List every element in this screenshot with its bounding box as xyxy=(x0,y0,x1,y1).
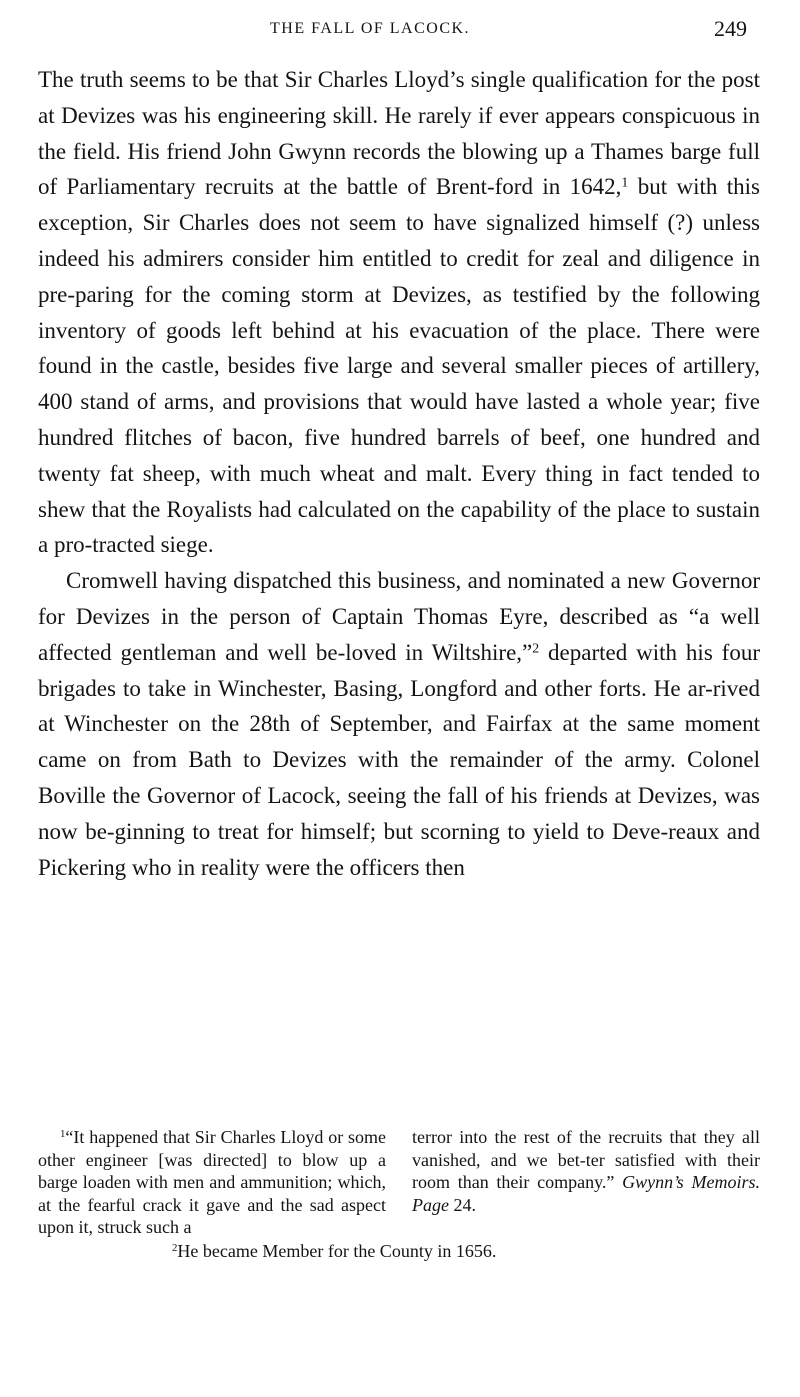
footnote-1-source: Gwynn’s Memoirs. Page xyxy=(412,1172,761,1215)
footnote-1-column-right xyxy=(412,1126,760,1239)
footnote-1-column-left xyxy=(38,1126,386,1239)
body-text xyxy=(38,62,760,885)
running-title: THE FALL OF LACOCK. xyxy=(270,20,471,37)
footnote-1 xyxy=(38,1126,760,1239)
footnote-2-mark: 2 xyxy=(172,1241,178,1254)
footnote-2-text: He became Member for the County in 1656. xyxy=(177,1240,497,1261)
paragraph-2-text-b: departed with his four brigades to take in Winchester, Basing, Longford and other forts. He ar-rived at Winchester on the 28th of September, and Fairfax at the same moment came on from Bath to Devizes with the remainder of the army. Colonel Boville the Governor of Lacock, seeing the fall of his friends at Devizes, was now be-ginning to treat for himself; but scorning to yield to Deve-reaux and Pickering who in reality were the officers then xyxy=(38,639,760,880)
page-number: 249 xyxy=(714,16,747,41)
paragraph-1 xyxy=(38,62,760,563)
footnote-ref-1: 1 xyxy=(621,174,629,190)
footnote-1-source-page: 24. xyxy=(453,1194,476,1215)
footnote-2 xyxy=(38,1240,760,1263)
paragraph-1-text-b: but with this exception, Sir Charles does not seem to have signalized himself (?) unless indeed his admirers consider him entitled to credit for zeal and diligence in pre-paring for the coming storm at Devizes, as testified by the following inventory of goods left behind at his evacuation of the place. There were found in the castle, besides five large and several smaller pieces of artillery, 400 stand of arms, and provisions that would have lasted a whole year; five hundred flitches of bacon, five hundred barrels of beef, one hundred and twenty fat sheep, with much wheat and malt. Every thing in fact tended to shew that the Royalists had calculated on the capability of the place to sustain a pro-tracted siege. xyxy=(38,174,761,558)
paragraph-2 xyxy=(38,563,760,885)
footnote-1-text-right: terror into the rest of the recruits that they all vanished, and we bet-ter satisfied with their room than their company.” xyxy=(412,1127,760,1192)
paragraph-2-text-a: Cromwell having dispatched this business, and nominated a new Governor for Devizes in the person of Captain Thomas Eyre, described as “a well affected gentleman and well be-loved in Wiltshire,” xyxy=(38,568,760,665)
paragraph-1-text-a: The truth seems to be that Sir Charles Lloyd’s single qualification for the post at Devizes was his engineering skill. He rarely if ever appears conspicuous in the field. His friend John Gwynn records the blowing up a Thames barge full of Parliamentary recruits at the battle of Brent-ford in 1642, xyxy=(38,67,760,200)
footnote-ref-2: 2 xyxy=(532,640,540,656)
footnote-1-mark: 1 xyxy=(60,1128,66,1141)
footnotes xyxy=(38,1126,760,1262)
footnote-1-text-left: “It happened that Sir Charles Lloyd or some other engineer [was directed] to blow up a barge loaden with men and ammunition; which, at the fearful crack it gave and the sad aspect upon it, struck such a xyxy=(38,1127,386,1237)
page-header xyxy=(0,16,800,46)
